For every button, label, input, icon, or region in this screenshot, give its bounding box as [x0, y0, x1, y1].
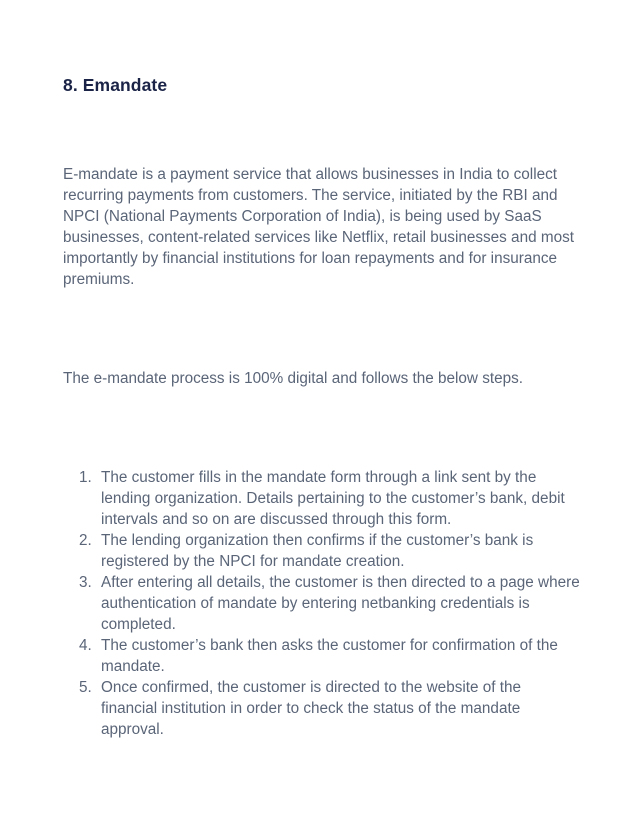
- list-item: [79, 635, 581, 677]
- step-number: 4.: [79, 637, 92, 654]
- step-text: The lending organization then confirms if the customer’s bank is registered by the NPCI for mandate creation.: [101, 532, 534, 570]
- step-number: 3.: [79, 574, 92, 591]
- list-item: [79, 467, 581, 530]
- step-number: 5.: [79, 679, 92, 696]
- step-number: 1.: [79, 469, 92, 486]
- process-paragraph: The e-mandate process is 100% digital and follows the below steps.: [63, 370, 524, 387]
- step-text: After entering all details, the customer is then directed to a page where authentication of mandate by entering netbanking credentials is completed.: [101, 574, 580, 633]
- steps-list: [79, 467, 581, 740]
- list-item: [79, 530, 581, 572]
- section-heading: 8. Emandate: [63, 75, 168, 95]
- step-text: The customer’s bank then asks the customer for confirmation of the mandate.: [101, 637, 558, 675]
- intro-paragraph: E-mandate is a payment service that allows businesses in India to collect recurring payments from customers. The service, initiated by the RBI and NPCI (National Payments Corporation of India), is being used by SaaS businesses, content-related services like Netflix, retail businesses and most importantly by financial institutions for loan repayments and for insurance premiums.: [63, 166, 574, 288]
- step-text: Once confirmed, the customer is directed to the website of the financial institution in order to check the status of the mandate approval.: [101, 679, 522, 738]
- step-text: The customer fills in the mandate form through a link sent by the lending organization. Details pertaining to the customer’s bank, debit intervals and so on are discussed through this form.: [101, 469, 565, 528]
- step-number: 2.: [79, 532, 92, 549]
- list-item: [79, 572, 581, 635]
- list-item: [79, 677, 581, 740]
